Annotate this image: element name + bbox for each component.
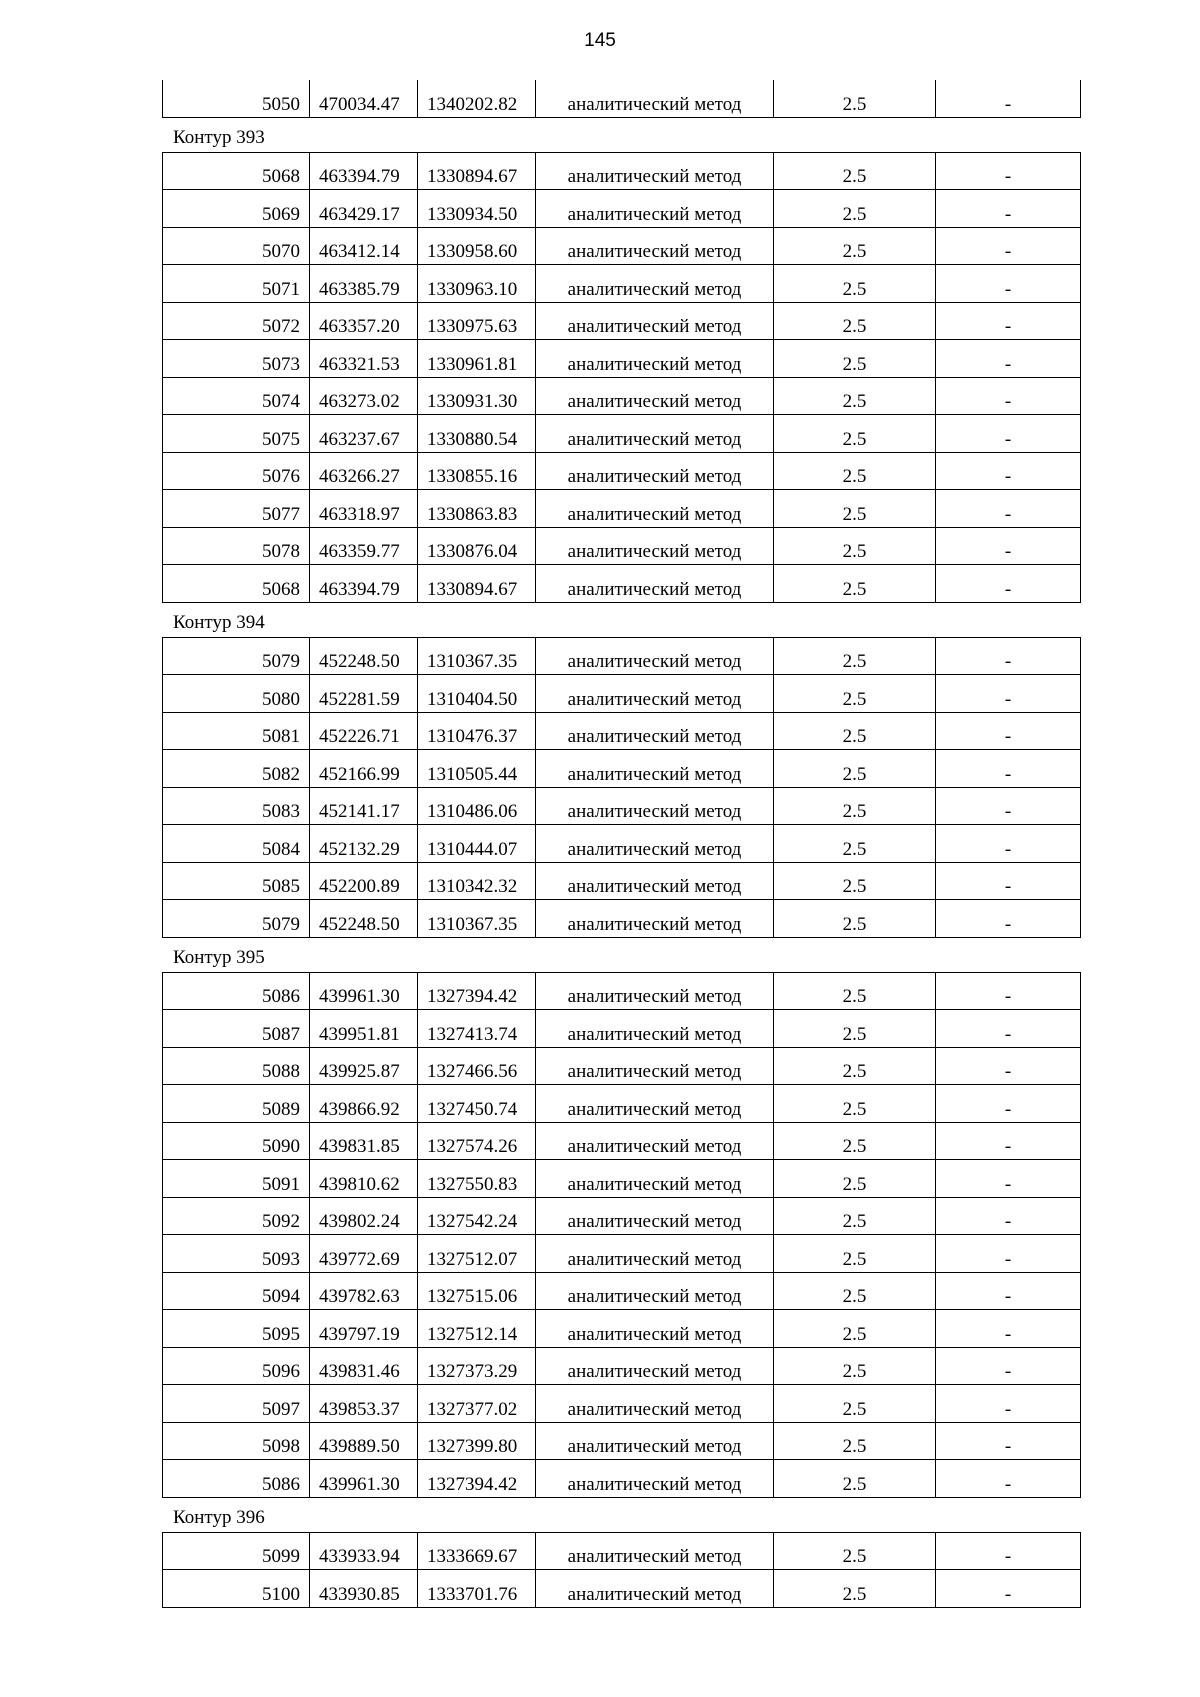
note-cell: - <box>936 750 1081 788</box>
method-cell: аналитический метод <box>536 1532 774 1570</box>
method-cell: аналитический метод <box>536 1197 774 1235</box>
y-coordinate-cell: 1340202.82 <box>418 80 536 117</box>
accuracy-cell: 2.5 <box>774 527 936 565</box>
point-number-cell: 5079 <box>163 900 310 938</box>
table-row <box>163 1310 1081 1348</box>
table-row <box>163 1160 1081 1198</box>
note-cell: - <box>936 565 1081 603</box>
point-number-cell: 5075 <box>163 415 310 453</box>
x-coordinate-cell: 452132.29 <box>310 825 418 863</box>
accuracy-cell: 2.5 <box>774 1532 936 1570</box>
point-number-cell: 5098 <box>163 1422 310 1460</box>
table-row <box>163 490 1081 528</box>
point-number-cell: 5088 <box>163 1047 310 1085</box>
coordinate-table <box>162 152 1081 603</box>
accuracy-cell: 2.5 <box>774 227 936 265</box>
y-coordinate-cell: 1333669.67 <box>418 1532 536 1570</box>
coordinate-table <box>162 637 1081 938</box>
method-cell: аналитический метод <box>536 190 774 228</box>
note-cell: - <box>936 265 1081 303</box>
point-number-cell: 5094 <box>163 1272 310 1310</box>
note-cell: - <box>936 152 1081 190</box>
page-number: 145 <box>584 30 616 51</box>
point-number-cell: 5071 <box>163 265 310 303</box>
y-coordinate-cell: 1327512.07 <box>418 1235 536 1273</box>
x-coordinate-cell: 470034.47 <box>310 80 418 117</box>
note-cell: - <box>936 972 1081 1010</box>
y-coordinate-cell: 1310342.32 <box>418 862 536 900</box>
method-cell: аналитический метод <box>536 1122 774 1160</box>
x-coordinate-cell: 439853.37 <box>310 1385 418 1423</box>
method-cell: аналитический метод <box>536 377 774 415</box>
y-coordinate-cell: 1330863.83 <box>418 490 536 528</box>
point-number-cell: 5076 <box>163 452 310 490</box>
table-row <box>163 265 1081 303</box>
table-row <box>163 80 1081 117</box>
point-number-cell: 5100 <box>163 1570 310 1608</box>
coordinate-table <box>162 80 1081 118</box>
point-number-cell: 5050 <box>163 80 310 117</box>
table-row <box>163 227 1081 265</box>
method-cell: аналитический метод <box>536 565 774 603</box>
point-number-cell: 5099 <box>163 1532 310 1570</box>
x-coordinate-cell: 463318.97 <box>310 490 418 528</box>
point-number-cell: 5086 <box>163 1460 310 1498</box>
table-row <box>163 825 1081 863</box>
accuracy-cell: 2.5 <box>774 1385 936 1423</box>
contour-heading: Контур 396 <box>173 1506 265 1528</box>
y-coordinate-cell: 1330855.16 <box>418 452 536 490</box>
method-cell: аналитический метод <box>536 227 774 265</box>
coordinate-table <box>162 1532 1081 1608</box>
y-coordinate-cell: 1330880.54 <box>418 415 536 453</box>
y-coordinate-cell: 1310367.35 <box>418 900 536 938</box>
note-cell: - <box>936 1160 1081 1198</box>
method-cell: аналитический метод <box>536 80 774 117</box>
point-number-cell: 5092 <box>163 1197 310 1235</box>
accuracy-cell: 2.5 <box>774 750 936 788</box>
table-row <box>163 565 1081 603</box>
point-number-cell: 5089 <box>163 1085 310 1123</box>
point-number-cell: 5086 <box>163 972 310 1010</box>
x-coordinate-cell: 463357.20 <box>310 302 418 340</box>
method-cell: аналитический метод <box>536 675 774 713</box>
point-number-cell: 5084 <box>163 825 310 863</box>
y-coordinate-cell: 1327377.02 <box>418 1385 536 1423</box>
x-coordinate-cell: 452141.17 <box>310 787 418 825</box>
note-cell: - <box>936 787 1081 825</box>
x-coordinate-cell: 439831.85 <box>310 1122 418 1160</box>
table-row <box>163 1272 1081 1310</box>
accuracy-cell: 2.5 <box>774 1047 936 1085</box>
note-cell: - <box>936 1460 1081 1498</box>
point-number-cell: 5093 <box>163 1235 310 1273</box>
table-row <box>163 750 1081 788</box>
table-row <box>163 1197 1081 1235</box>
table-row <box>163 972 1081 1010</box>
point-number-cell: 5070 <box>163 227 310 265</box>
y-coordinate-cell: 1310367.35 <box>418 637 536 675</box>
x-coordinate-cell: 433933.94 <box>310 1532 418 1570</box>
x-coordinate-cell: 452248.50 <box>310 637 418 675</box>
note-cell: - <box>936 227 1081 265</box>
point-number-cell: 5081 <box>163 712 310 750</box>
table-row <box>163 862 1081 900</box>
y-coordinate-cell: 1330894.67 <box>418 152 536 190</box>
accuracy-cell: 2.5 <box>774 1310 936 1348</box>
note-cell: - <box>936 1385 1081 1423</box>
x-coordinate-cell: 463359.77 <box>310 527 418 565</box>
note-cell: - <box>936 1197 1081 1235</box>
point-number-cell: 5079 <box>163 637 310 675</box>
x-coordinate-cell: 439797.19 <box>310 1310 418 1348</box>
method-cell: аналитический метод <box>536 972 774 1010</box>
method-cell: аналитический метод <box>536 265 774 303</box>
note-cell: - <box>936 527 1081 565</box>
point-number-cell: 5096 <box>163 1347 310 1385</box>
note-cell: - <box>936 1422 1081 1460</box>
note-cell: - <box>936 825 1081 863</box>
table-row <box>163 637 1081 675</box>
coordinate-table <box>162 972 1081 1498</box>
note-cell: - <box>936 1532 1081 1570</box>
note-cell: - <box>936 452 1081 490</box>
accuracy-cell: 2.5 <box>774 565 936 603</box>
table-row <box>163 1347 1081 1385</box>
accuracy-cell: 2.5 <box>774 900 936 938</box>
table-row <box>163 1422 1081 1460</box>
y-coordinate-cell: 1330963.10 <box>418 265 536 303</box>
y-coordinate-cell: 1330958.60 <box>418 227 536 265</box>
y-coordinate-cell: 1333701.76 <box>418 1570 536 1608</box>
table-row <box>163 1122 1081 1160</box>
accuracy-cell: 2.5 <box>774 1010 936 1048</box>
x-coordinate-cell: 439772.69 <box>310 1235 418 1273</box>
point-number-cell: 5078 <box>163 527 310 565</box>
accuracy-cell: 2.5 <box>774 1160 936 1198</box>
method-cell: аналитический метод <box>536 1235 774 1273</box>
x-coordinate-cell: 439925.87 <box>310 1047 418 1085</box>
method-cell: аналитический метод <box>536 340 774 378</box>
x-coordinate-cell: 463321.53 <box>310 340 418 378</box>
table-row <box>163 1085 1081 1123</box>
y-coordinate-cell: 1330931.30 <box>418 377 536 415</box>
method-cell: аналитический метод <box>536 1347 774 1385</box>
accuracy-cell: 2.5 <box>774 1085 936 1123</box>
method-cell: аналитический метод <box>536 637 774 675</box>
note-cell: - <box>936 1310 1081 1348</box>
note-cell: - <box>936 302 1081 340</box>
accuracy-cell: 2.5 <box>774 712 936 750</box>
x-coordinate-cell: 463394.79 <box>310 565 418 603</box>
y-coordinate-cell: 1330934.50 <box>418 190 536 228</box>
point-number-cell: 5074 <box>163 377 310 415</box>
method-cell: аналитический метод <box>536 152 774 190</box>
y-coordinate-cell: 1330894.67 <box>418 565 536 603</box>
point-number-cell: 5069 <box>163 190 310 228</box>
note-cell: - <box>936 377 1081 415</box>
table-row <box>163 1010 1081 1048</box>
note-cell: - <box>936 1347 1081 1385</box>
note-cell: - <box>936 1122 1081 1160</box>
x-coordinate-cell: 452226.71 <box>310 712 418 750</box>
point-number-cell: 5082 <box>163 750 310 788</box>
y-coordinate-cell: 1327515.06 <box>418 1272 536 1310</box>
point-number-cell: 5090 <box>163 1122 310 1160</box>
table-row <box>163 1460 1081 1498</box>
x-coordinate-cell: 452281.59 <box>310 675 418 713</box>
method-cell: аналитический метод <box>536 1570 774 1608</box>
y-coordinate-cell: 1330961.81 <box>418 340 536 378</box>
x-coordinate-cell: 452200.89 <box>310 862 418 900</box>
note-cell: - <box>936 862 1081 900</box>
y-coordinate-cell: 1310444.07 <box>418 825 536 863</box>
accuracy-cell: 2.5 <box>774 787 936 825</box>
accuracy-cell: 2.5 <box>774 1272 936 1310</box>
method-cell: аналитический метод <box>536 1085 774 1123</box>
method-cell: аналитический метод <box>536 712 774 750</box>
note-cell: - <box>936 415 1081 453</box>
y-coordinate-cell: 1327512.14 <box>418 1310 536 1348</box>
table-row <box>163 675 1081 713</box>
method-cell: аналитический метод <box>536 1385 774 1423</box>
accuracy-cell: 2.5 <box>774 302 936 340</box>
table-row <box>163 302 1081 340</box>
method-cell: аналитический метод <box>536 302 774 340</box>
point-number-cell: 5068 <box>163 565 310 603</box>
note-cell: - <box>936 900 1081 938</box>
point-number-cell: 5085 <box>163 862 310 900</box>
x-coordinate-cell: 463412.14 <box>310 227 418 265</box>
note-cell: - <box>936 1010 1081 1048</box>
note-cell: - <box>936 1235 1081 1273</box>
accuracy-cell: 2.5 <box>774 1460 936 1498</box>
table-row <box>163 452 1081 490</box>
method-cell: аналитический метод <box>536 490 774 528</box>
table-row <box>163 900 1081 938</box>
point-number-cell: 5068 <box>163 152 310 190</box>
method-cell: аналитический метод <box>536 415 774 453</box>
y-coordinate-cell: 1327373.29 <box>418 1347 536 1385</box>
note-cell: - <box>936 675 1081 713</box>
accuracy-cell: 2.5 <box>774 490 936 528</box>
x-coordinate-cell: 439810.62 <box>310 1160 418 1198</box>
note-cell: - <box>936 490 1081 528</box>
accuracy-cell: 2.5 <box>774 1347 936 1385</box>
y-coordinate-cell: 1330975.63 <box>418 302 536 340</box>
note-cell: - <box>936 190 1081 228</box>
method-cell: аналитический метод <box>536 1310 774 1348</box>
accuracy-cell: 2.5 <box>774 1197 936 1235</box>
x-coordinate-cell: 439961.30 <box>310 972 418 1010</box>
y-coordinate-cell: 1310486.06 <box>418 787 536 825</box>
method-cell: аналитический метод <box>536 1010 774 1048</box>
accuracy-cell: 2.5 <box>774 825 936 863</box>
y-coordinate-cell: 1327413.74 <box>418 1010 536 1048</box>
accuracy-cell: 2.5 <box>774 862 936 900</box>
point-number-cell: 5083 <box>163 787 310 825</box>
note-cell: - <box>936 1570 1081 1608</box>
x-coordinate-cell: 439961.30 <box>310 1460 418 1498</box>
x-coordinate-cell: 463237.67 <box>310 415 418 453</box>
note-cell: - <box>936 80 1081 117</box>
note-cell: - <box>936 340 1081 378</box>
point-number-cell: 5087 <box>163 1010 310 1048</box>
point-number-cell: 5072 <box>163 302 310 340</box>
y-coordinate-cell: 1310476.37 <box>418 712 536 750</box>
accuracy-cell: 2.5 <box>774 452 936 490</box>
x-coordinate-cell: 463273.02 <box>310 377 418 415</box>
note-cell: - <box>936 712 1081 750</box>
accuracy-cell: 2.5 <box>774 1570 936 1608</box>
method-cell: аналитический метод <box>536 787 774 825</box>
table-row <box>163 1385 1081 1423</box>
y-coordinate-cell: 1327394.42 <box>418 1460 536 1498</box>
x-coordinate-cell: 463429.17 <box>310 190 418 228</box>
x-coordinate-cell: 452166.99 <box>310 750 418 788</box>
point-number-cell: 5080 <box>163 675 310 713</box>
y-coordinate-cell: 1327394.42 <box>418 972 536 1010</box>
x-coordinate-cell: 439831.46 <box>310 1347 418 1385</box>
method-cell: аналитический метод <box>536 1047 774 1085</box>
contour-heading: Контур 395 <box>173 946 265 968</box>
accuracy-cell: 2.5 <box>774 415 936 453</box>
contour-heading: Контур 394 <box>173 611 265 633</box>
x-coordinate-cell: 439866.92 <box>310 1085 418 1123</box>
method-cell: аналитический метод <box>536 452 774 490</box>
table-row <box>163 340 1081 378</box>
accuracy-cell: 2.5 <box>774 265 936 303</box>
y-coordinate-cell: 1330876.04 <box>418 527 536 565</box>
x-coordinate-cell: 463266.27 <box>310 452 418 490</box>
y-coordinate-cell: 1327399.80 <box>418 1422 536 1460</box>
x-coordinate-cell: 439889.50 <box>310 1422 418 1460</box>
x-coordinate-cell: 463385.79 <box>310 265 418 303</box>
accuracy-cell: 2.5 <box>774 972 936 1010</box>
point-number-cell: 5097 <box>163 1385 310 1423</box>
table-row <box>163 415 1081 453</box>
y-coordinate-cell: 1327466.56 <box>418 1047 536 1085</box>
table-row <box>163 1235 1081 1273</box>
table-row <box>163 190 1081 228</box>
method-cell: аналитический метод <box>536 527 774 565</box>
accuracy-cell: 2.5 <box>774 637 936 675</box>
accuracy-cell: 2.5 <box>774 377 936 415</box>
method-cell: аналитический метод <box>536 1160 774 1198</box>
contour-heading: Контур 393 <box>173 126 265 148</box>
method-cell: аналитический метод <box>536 825 774 863</box>
table-row <box>163 1570 1081 1608</box>
table-row <box>163 1047 1081 1085</box>
table-row <box>163 787 1081 825</box>
accuracy-cell: 2.5 <box>774 1235 936 1273</box>
accuracy-cell: 2.5 <box>774 675 936 713</box>
y-coordinate-cell: 1310404.50 <box>418 675 536 713</box>
y-coordinate-cell: 1327574.26 <box>418 1122 536 1160</box>
method-cell: аналитический метод <box>536 750 774 788</box>
note-cell: - <box>936 637 1081 675</box>
note-cell: - <box>936 1085 1081 1123</box>
accuracy-cell: 2.5 <box>774 80 936 117</box>
accuracy-cell: 2.5 <box>774 152 936 190</box>
method-cell: аналитический метод <box>536 1422 774 1460</box>
note-cell: - <box>936 1047 1081 1085</box>
point-number-cell: 5073 <box>163 340 310 378</box>
x-coordinate-cell: 463394.79 <box>310 152 418 190</box>
accuracy-cell: 2.5 <box>774 1122 936 1160</box>
note-cell: - <box>936 1272 1081 1310</box>
table-row <box>163 152 1081 190</box>
accuracy-cell: 2.5 <box>774 1422 936 1460</box>
table-row <box>163 527 1081 565</box>
x-coordinate-cell: 452248.50 <box>310 900 418 938</box>
method-cell: аналитический метод <box>536 900 774 938</box>
method-cell: аналитический метод <box>536 862 774 900</box>
y-coordinate-cell: 1327450.74 <box>418 1085 536 1123</box>
x-coordinate-cell: 439951.81 <box>310 1010 418 1048</box>
x-coordinate-cell: 433930.85 <box>310 1570 418 1608</box>
point-number-cell: 5095 <box>163 1310 310 1348</box>
accuracy-cell: 2.5 <box>774 340 936 378</box>
coordinate-tables <box>162 80 1080 1608</box>
point-number-cell: 5077 <box>163 490 310 528</box>
x-coordinate-cell: 439782.63 <box>310 1272 418 1310</box>
point-number-cell: 5091 <box>163 1160 310 1198</box>
table-row <box>163 712 1081 750</box>
y-coordinate-cell: 1327542.24 <box>418 1197 536 1235</box>
y-coordinate-cell: 1327550.83 <box>418 1160 536 1198</box>
y-coordinate-cell: 1310505.44 <box>418 750 536 788</box>
table-row <box>163 1532 1081 1570</box>
x-coordinate-cell: 439802.24 <box>310 1197 418 1235</box>
accuracy-cell: 2.5 <box>774 190 936 228</box>
table-row <box>163 377 1081 415</box>
method-cell: аналитический метод <box>536 1272 774 1310</box>
method-cell: аналитический метод <box>536 1460 774 1498</box>
